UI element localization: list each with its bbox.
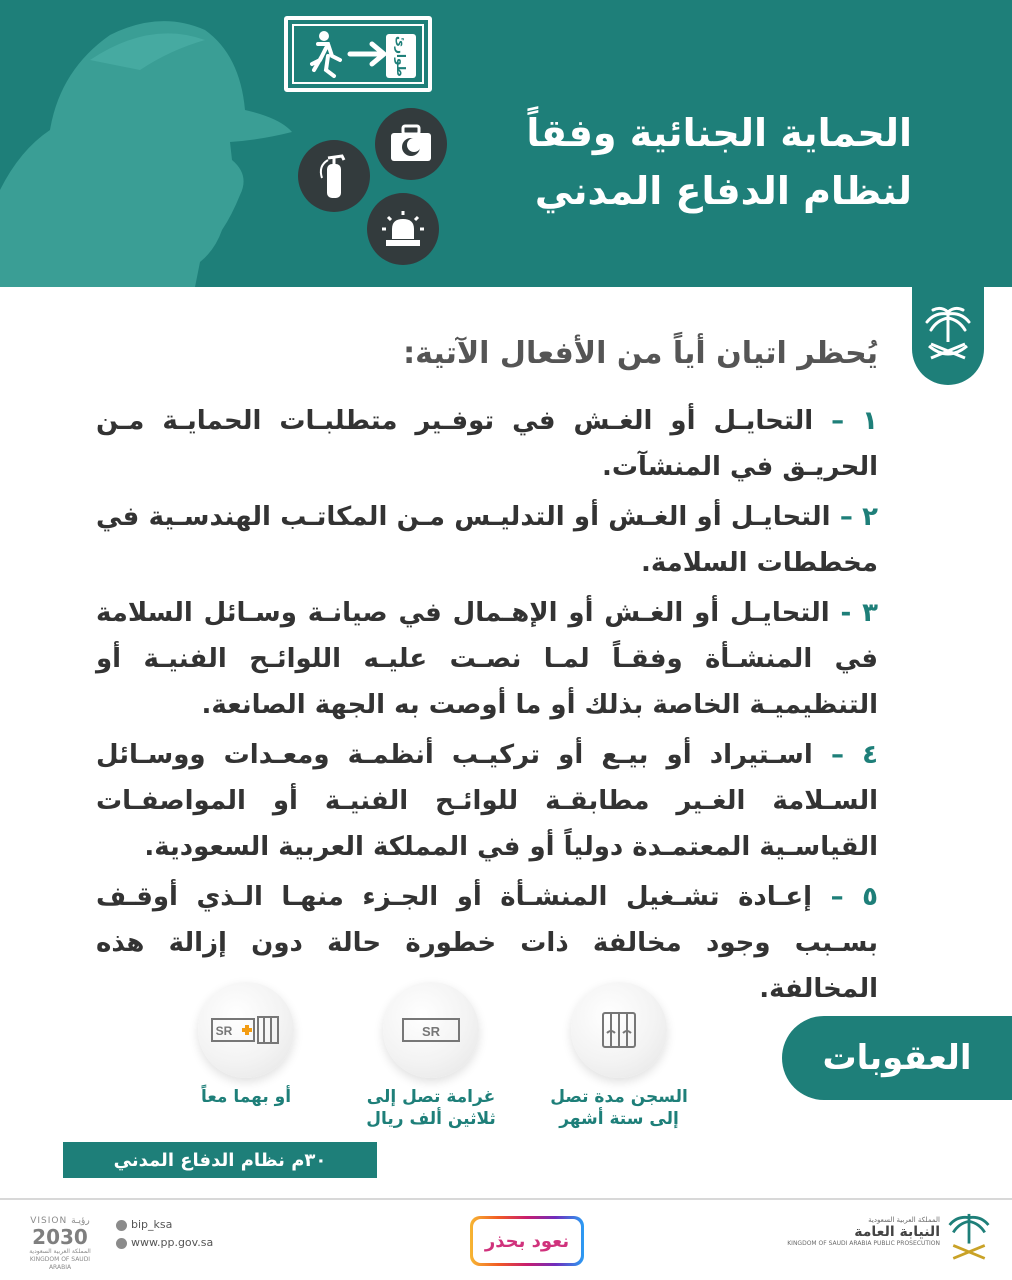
penalty-line-1: السجن مدة تصل (550, 1087, 688, 1107)
penalty-line-1: غرامة تصل إلى (366, 1087, 496, 1107)
item-text: التحايـل أو الغـش أو التدليـس مـن المكاتـب الهندسـية في مخططات السلامة. (96, 502, 878, 578)
title-line-1: الحماية الجنائية وفقاً (526, 111, 912, 155)
penalties-label: العقوبات (782, 1016, 1012, 1100)
prison-bars-icon (571, 982, 667, 1078)
article-reference: ٣٠م نظام الدفاع المدني (63, 1142, 377, 1178)
intro-heading: يُحظر اتيان أياً من الأفعال الآتية: (403, 336, 878, 371)
twitter-icon (116, 1220, 127, 1231)
vision-small-ar: المملكة العربية السعودية (29, 1248, 91, 1255)
saudi-emblem-icon (921, 306, 975, 366)
item-text: التحايـل أو الغـش أو الإهـمال في صيانـة وسـائل السلامة في المنشـأة وفقـاً لمـا نصـت عليـه اللوائـح الفنيـة أو التنظيميـة الخاصة بذلك أو ما أوصت به الجهة الصانعة. (96, 598, 878, 720)
svg-text:SR: SR (215, 1024, 233, 1038)
saudi-emblem-tab (912, 287, 984, 385)
list-item (96, 494, 878, 586)
org-line-1: المملكة العربية السعودية (868, 1216, 940, 1224)
fine-badge: SR (421, 1024, 441, 1039)
social-links (116, 1216, 213, 1252)
page-title (526, 104, 912, 220)
org-line-3: KINGDOM OF SAUDI ARABIA PUBLIC PROSECUTION (787, 1240, 940, 1247)
footer-divider (0, 1198, 1012, 1200)
item-number: ٥ – (830, 882, 878, 912)
globe-icon (116, 1238, 127, 1249)
penalty-line-2: ثلاثين ألف ريال (366, 1109, 496, 1129)
website-link[interactable]: www.pp.gov.sa (131, 1236, 214, 1249)
list-item (96, 590, 878, 728)
item-text: إعـادة تشـغيل المنشـأة أو الجـزء منهـا الـذي أوقـف بسـبب وجود مخالفة ذات خطورة حالة دون إزالة هذه المخالفة. (96, 882, 878, 1004)
campaign-hashtag-badge (470, 1216, 584, 1266)
public-prosecution-logo-text (787, 1216, 940, 1247)
item-text: التحايـل أو الغـش في توفـير متطلبـات الحمايـة مـن الحريـق في المنشآت. (96, 406, 878, 482)
penalty-prison (544, 982, 694, 1130)
org-line-2: النيابة العامة (854, 1224, 940, 1240)
firefighter-silhouette (0, 0, 300, 287)
penalty-line-1: أو بهما معاً (200, 1087, 292, 1107)
item-text: اسـتيراد أو بيـع أو تركيـب أنظمـة ومعـدات ووسـائل السـلامة الغـير مطابقـة للوائـح الفنيـة أو المواصفـات القياسـية المعتمـدة دولياً أو في المملكة العربية السعودية. (96, 740, 878, 862)
list-item (96, 398, 878, 490)
penalty-fine (356, 982, 506, 1130)
alarm-light-icon (367, 193, 439, 265)
vision-2030-logo (22, 1216, 98, 1272)
item-number: ٣ - (840, 598, 878, 628)
first-aid-kit-icon (375, 108, 447, 180)
hashtag-text: نعود بحذر (473, 1219, 581, 1263)
exit-sign-label: طوارئ (386, 34, 416, 78)
prohibited-acts-list (96, 398, 878, 1016)
penalty-both (171, 982, 321, 1108)
running-person-icon (296, 26, 396, 82)
title-line-2: لنظام الدفاع المدني (534, 169, 912, 213)
twitter-handle[interactable]: bip_ksa (131, 1218, 173, 1231)
riyal-banknote-icon (383, 982, 479, 1078)
fine-plus-prison-icon (198, 982, 294, 1078)
list-item (96, 732, 878, 870)
item-number: ١ – (831, 406, 878, 436)
vision-top: VISION رؤيـة (30, 1216, 90, 1226)
vision-small-en: KINGDOM OF SAUDI ARABIA (29, 1256, 91, 1271)
fire-extinguisher-icon (298, 140, 370, 212)
item-number: ٤ – (830, 740, 878, 770)
item-number: ٢ – (839, 502, 879, 532)
emergency-exit-sign (284, 16, 432, 92)
public-prosecution-emblem-icon (944, 1208, 994, 1268)
header-banner (0, 0, 1012, 287)
penalty-line-2: إلى ستة أشهر (559, 1109, 679, 1129)
vision-year: 2030 (32, 1225, 88, 1249)
